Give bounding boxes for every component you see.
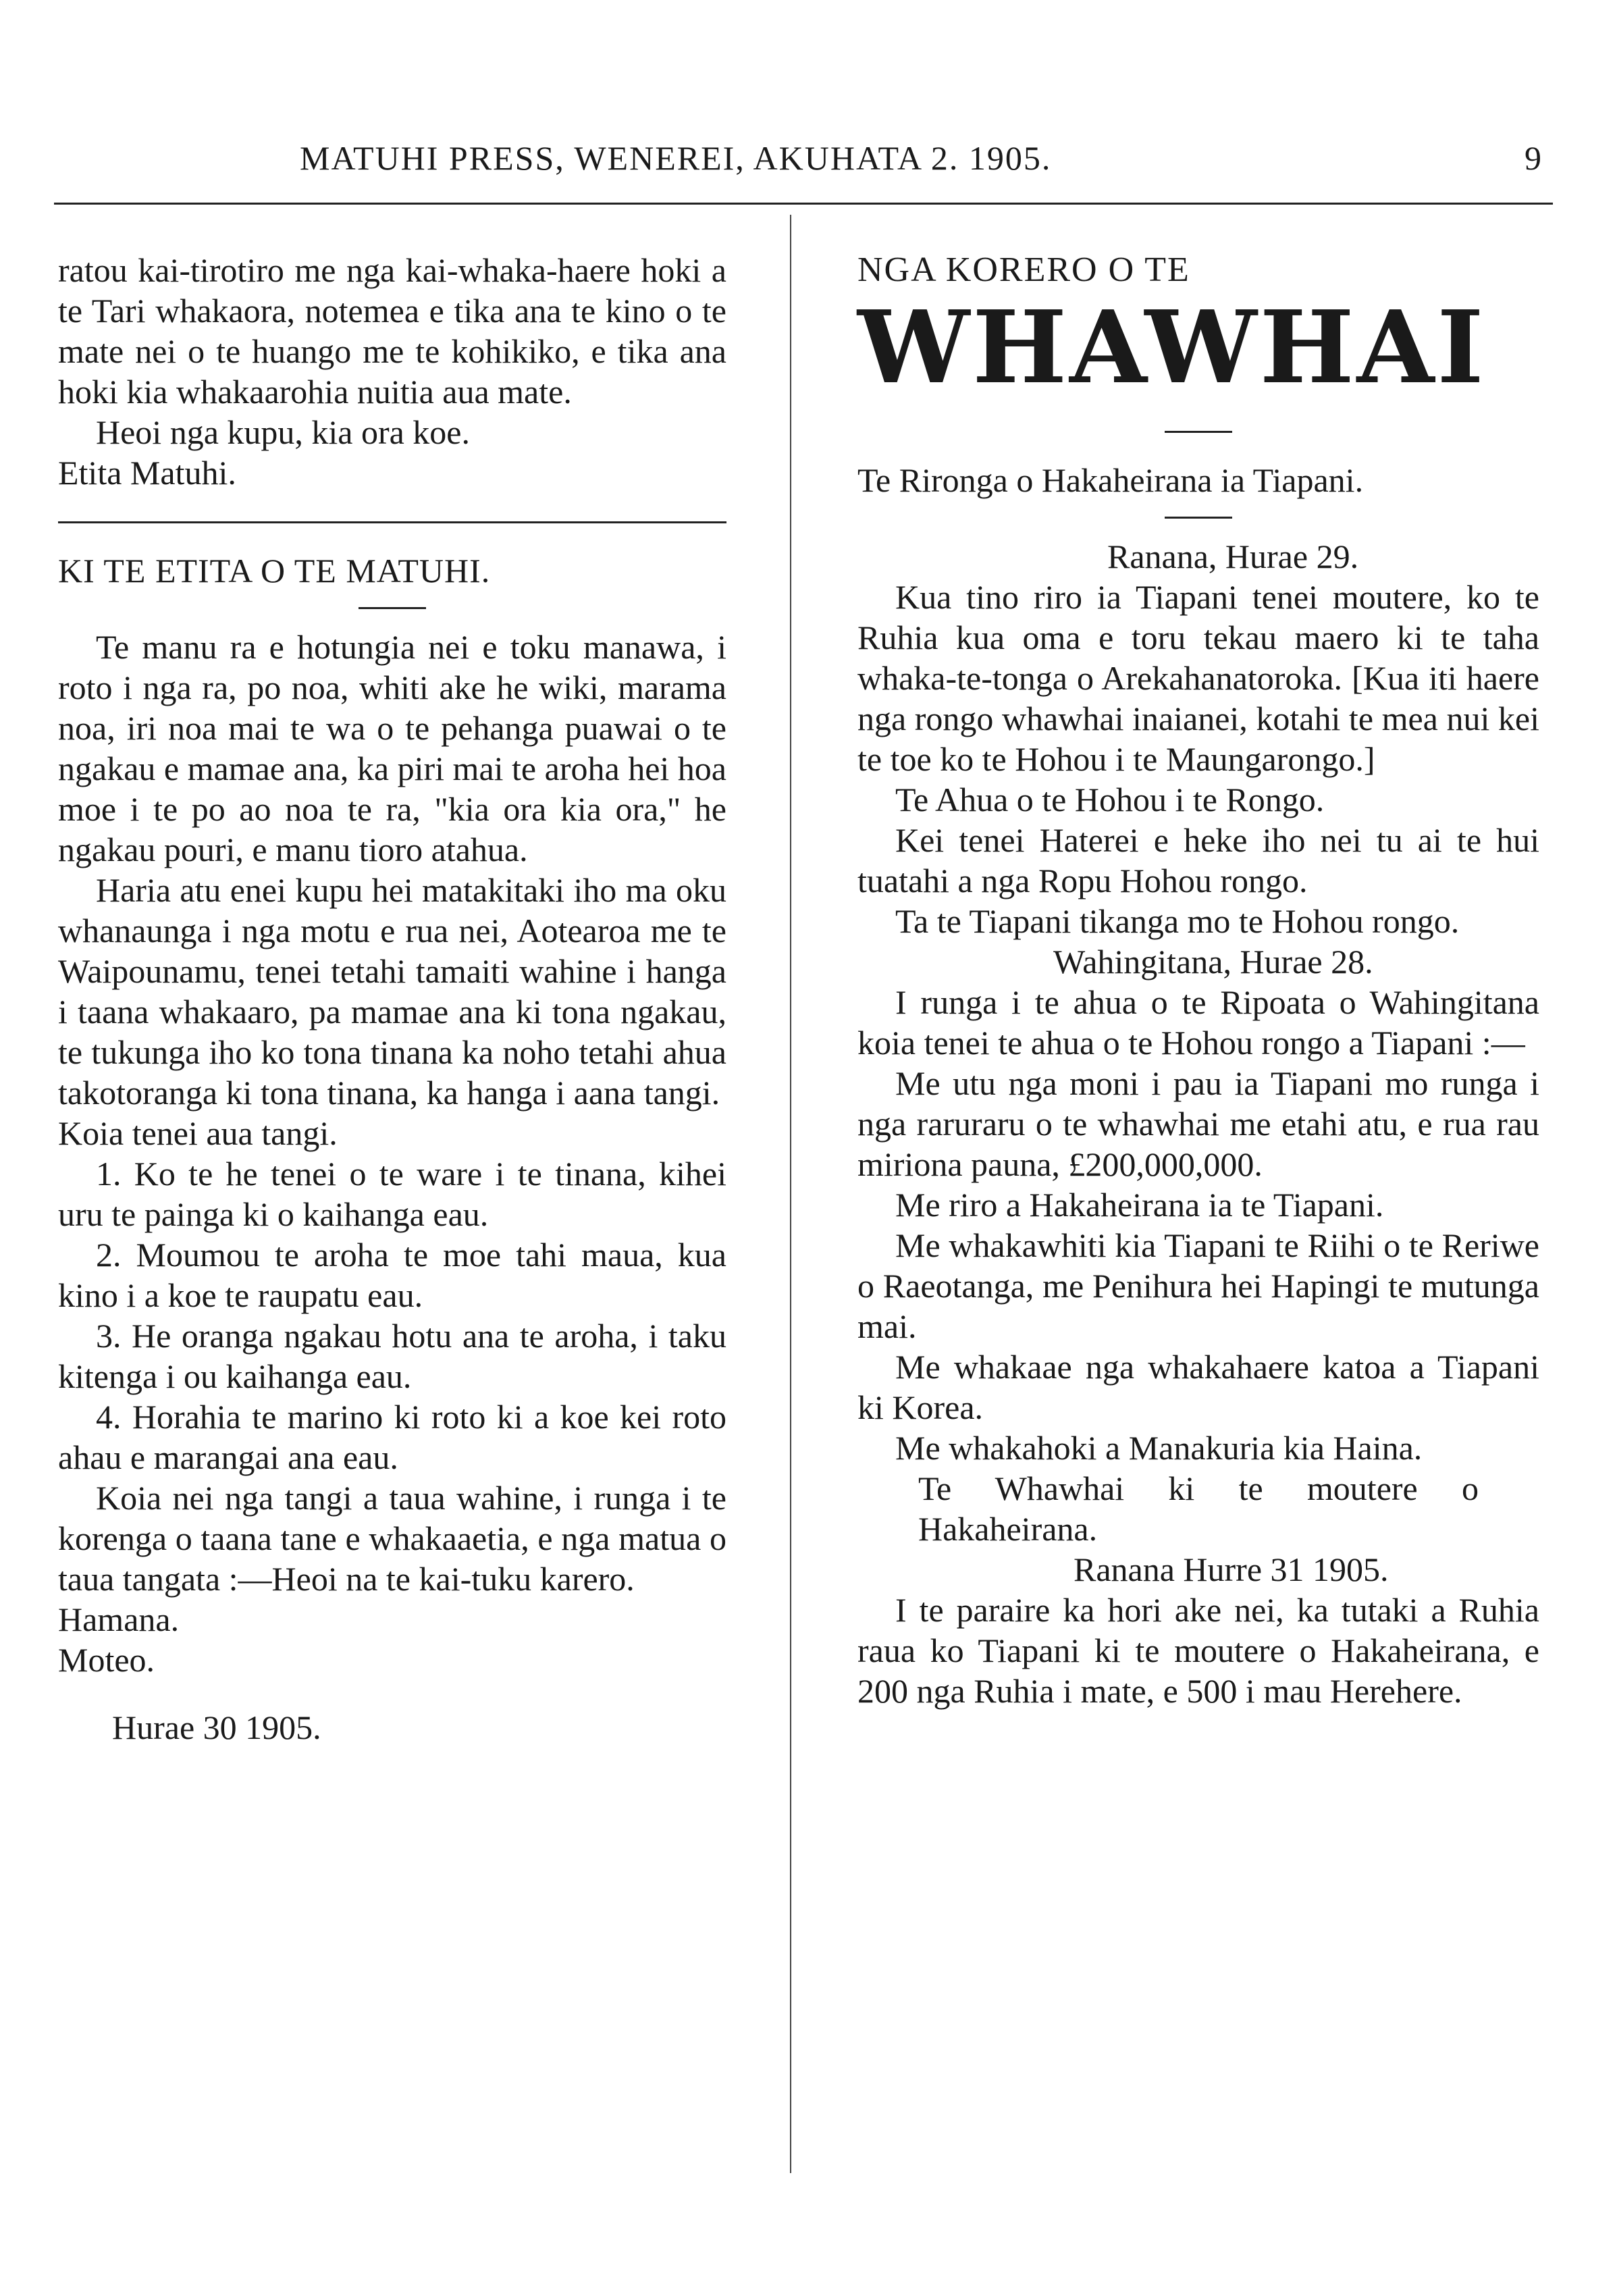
closing-line: Heoi nga kupu, kia ora koe. — [96, 413, 471, 451]
left-column — [58, 250, 726, 1748]
war-news-masthead: WHAWHAI — [857, 288, 1487, 406]
news-paragraph: I te paraire ka hori ake nei, ka tutaki a Ruhia raua ko Tiapani ki te moutere o Hakaheirana, e 200 nga Ruhia i mate, e 500 i mau Herehere. — [857, 1591, 1539, 1710]
right-column — [857, 250, 1539, 1711]
subheading-rule — [1165, 517, 1232, 519]
signature-name: Moteo. — [58, 1641, 155, 1679]
tangi-intro: Koia tenei aua tangi. — [58, 1114, 338, 1152]
editor-signature: Etita Matuhi. — [58, 454, 236, 492]
letter-heading: KI TE ETITA O TE MATUHI. — [58, 552, 491, 590]
dateline: Wahingitana, Hurae 28. — [1053, 943, 1373, 981]
news-paragraph: I runga i te ahua o te Ripoata o Wahingitana koia tenei te ahua o te Hohou rongo a Tiapani :— — [857, 983, 1539, 1062]
verse-item: 3. He oranga ngakau hotu ana te aroha, i taku kitenga i ou kaihanga eau. — [58, 1317, 726, 1395]
war-news-kicker: NGA KORERO O TE — [857, 251, 1190, 289]
letter-paragraph: Haria atu enei kupu hei matakitaki iho ma oku whanaunga i nga motu e rua nei, Aotearoa me te Waipounamu, tenei tetahi tamaiti wahine i hanga i taana whakaaro, pa mamae ana ki tona ngakau, te tukunga iho ko tona tinana ka noho tetahi ahua takotoranga ki tona tinana, ka hanga i aana tangi. — [58, 871, 726, 1112]
news-paragraph: Kei tenei Haterei e heke iho nei tu ai te hui tuatahi a nga Ropu Hohou rongo. — [857, 821, 1539, 899]
verse-item: 2. Moumou te aroha te moe tahi maua, kua kino i a koe te raupatu eau. — [58, 1236, 726, 1314]
news-paragraph: Ta te Tiapani tikanga mo te Hohou rongo. — [895, 902, 1460, 940]
news-paragraph: Me whakawhiti kia Tiapani te Riihi o te Reriwe o Raeotanga, me Penihura hei Hapingi te mutunga mai. — [857, 1226, 1539, 1345]
heading-rule — [359, 607, 426, 609]
letter-date: Hurae 30 1905. — [112, 1708, 321, 1746]
news-paragraph: Kua tino riro ia Tiapani tenei moutere, ko te Ruhia kua oma e toru tekau maero ki te taha whaka-te-tonga o Arekahanatoroka. [Kua iti haere nga rongo whawhai inaianei, kotahi te mea nui kei te toe ko te Hohou i te Maungarongo.] — [857, 578, 1539, 778]
subheading-inline: Te Ahua o te Hohou i te Rongo. — [895, 781, 1325, 818]
news-paragraph: Me whakaae nga whakahaere katoa a Tiapani ki Korea. — [857, 1348, 1539, 1426]
verse-item: 4. Horahia te marino ki roto ki a koe kei roto ahau e marangai ana eau. — [58, 1398, 726, 1476]
verse-item: 1. Ko te he tenei o te ware i te tinana, kihei uru te painga ki o kaihanga eau. — [58, 1155, 726, 1233]
subheading: Te Whawhai ki te moutere o Hakaheirana. — [918, 1469, 1479, 1548]
page-header-title: MATUHI PRESS, WENEREI, AKUHATA 2. 1905. — [300, 139, 1052, 177]
masthead-rule — [1165, 431, 1232, 433]
news-paragraph: Me whakahoki a Manakuria kia Haina. — [895, 1429, 1423, 1467]
signature-name: Hamana. — [58, 1600, 180, 1638]
letter-final-paragraph: Koia nei nga tangi a taua wahine, i runga i te korenga o taana tane e whakaaetia, e nga matua o taua tangata :—Heoi na te kai-tuku karero. — [58, 1479, 726, 1598]
dateline: Ranana Hurre 31 1905. — [1074, 1550, 1389, 1588]
header-rule — [54, 203, 1553, 205]
section-rule — [58, 521, 726, 523]
continued-paragraph: ratou kai-tirotiro me nga kai-whaka-haere hoki a te Tari whakaora, notemea e tika ana te kino o te mate nei o te huango me te kohikiko, e tika ana hoki kia whakaarohia nuitia aua mate. — [58, 251, 726, 411]
letter-paragraph: Te manu ra e hotungia nei e toku manawa, i roto i nga ra, po noa, whiti ake he wiki, marama noa, iri noa mai te wa o te pehanga puawai o te ngakau e mamae ana, ka piri mai te aroha hei hoa moe i te po ao noa te ra, "kia ora kia ora," he ngakau pouri, e manu tioro atahua. — [58, 628, 726, 868]
subheading: Te Rironga o Hakaheirana ia Tiapani. — [857, 461, 1364, 499]
page-number: 9 — [1525, 139, 1543, 177]
news-paragraph: Me utu nga moni i pau ia Tiapani mo runga i nga raruraru o te whawhai me etahi atu, e rua rau miriona pauna, £200,000,000. — [857, 1064, 1539, 1183]
news-paragraph: Me riro a Hakaheirana ia te Tiapani. — [895, 1186, 1384, 1224]
column-divider — [790, 215, 791, 2173]
dateline: Ranana, Hurae 29. — [1107, 538, 1359, 575]
